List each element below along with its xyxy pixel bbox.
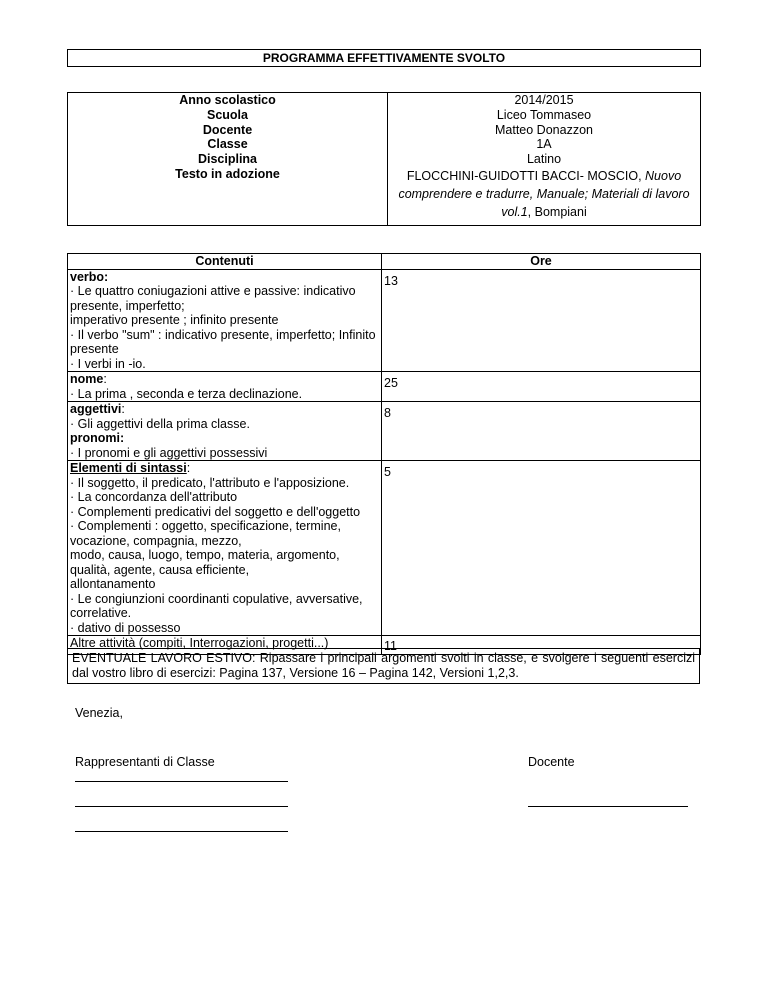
ore-aggettivi: 8 xyxy=(382,402,701,461)
contents-table xyxy=(67,253,701,655)
list-item: · I verbi in -io. xyxy=(70,356,146,371)
signature-line xyxy=(75,806,288,807)
value-docente: Matteo Donazzon xyxy=(495,122,593,137)
value-anno: 2014/2015 xyxy=(514,93,574,107)
rappresentanti-label: Rappresentanti di Classe xyxy=(75,755,215,769)
docente-label: Docente xyxy=(528,755,575,769)
list-item: imperativo presente ; infinito presente xyxy=(70,313,279,327)
list-item: allontanamento xyxy=(70,577,156,591)
info-table xyxy=(67,92,701,226)
info-values-cell xyxy=(388,93,701,226)
value-disciplina: Latino xyxy=(526,152,562,167)
sintassi-title: Elementi di sintassi xyxy=(70,461,187,475)
row-verbo xyxy=(68,269,382,372)
value-testo xyxy=(390,167,698,221)
list-item: · La concordanza dell'attributo xyxy=(70,490,238,504)
list-item: · Gli aggettivi della prima classe. xyxy=(70,416,250,431)
city-date: Venezia, xyxy=(75,706,123,720)
list-item: · I pronomi e gli aggettivi possessivi xyxy=(70,445,268,460)
list-item: · Complementi predicativi del soggetto e dell'oggetto xyxy=(70,504,361,519)
aggettivi-title: aggettivi xyxy=(70,402,122,416)
list-item: · Le quattro coniugazioni attive e passive: indicativo presente, imperfetto; xyxy=(70,284,356,313)
ore-nome: 25 xyxy=(382,372,701,402)
label-disciplina: Disciplina xyxy=(197,152,258,167)
list-item: · Il soggetto, il predicato, l'attributo e l'apposizione. xyxy=(70,475,350,490)
ore-sintassi: 5 xyxy=(382,461,701,636)
list-item: · Il verbo "sum" : indicativo presente, imperfetto; Infinito presente xyxy=(70,327,376,356)
label-docente: Docente xyxy=(202,122,253,137)
verbo-title: verbo: xyxy=(70,269,109,284)
list-item: · La prima , seconda e terza declinazione. xyxy=(70,386,303,401)
testo-publisher: , Bompiani xyxy=(527,204,587,219)
list-item: · dativo di possesso xyxy=(70,620,181,635)
pronomi-title: pronomi: xyxy=(70,431,125,445)
label-classe: Classe xyxy=(207,137,248,152)
label-anno: Anno scolastico xyxy=(179,93,276,107)
summer-work: EVENTUALE LAVORO ESTIVO: Ripassare i principali argomenti svolti in classe, e svolgere i seguenti esercizi dal vostro libro di esercizi: Pagina 137, Versione 16 – Pagina 142, Versioni 1,2,3. xyxy=(67,648,700,684)
signature-line xyxy=(75,781,288,782)
row-nome: nome: · La prima , seconda e terza declinazione. xyxy=(68,372,382,402)
signature-line xyxy=(75,831,288,832)
value-classe: 1A xyxy=(536,137,552,152)
value-scuola: Liceo Tommaseo xyxy=(496,107,592,122)
nome-title: nome xyxy=(70,372,104,386)
page-title: PROGRAMMA EFFETTIVAMENTE SVOLTO xyxy=(67,49,701,67)
row-altre: Altre attività (compiti, Interrogazioni, progetti...) xyxy=(68,636,382,655)
ore-altre: 11 xyxy=(382,636,701,655)
list-item: modo, causa, luogo, tempo, materia, argomento, qualità, agente, causa efficiente, xyxy=(70,548,340,577)
list-item: · Complementi : oggetto, specificazione, termine, vocazione, compagnia, mezzo, xyxy=(70,519,341,548)
testo-title: Nuovo comprendere e tradurre, Manuale; Materiali di lavoro vol.1 xyxy=(398,168,690,219)
row-aggettivi: aggettivi: · Gli aggettivi della prima classe. pronomi: · I pronomi e gli aggettivi possessivi xyxy=(68,402,382,461)
header-contenuti: Contenuti xyxy=(68,254,382,270)
ore-verbo: 13 xyxy=(382,269,701,372)
testo-authors: FLOCCHINI-GUIDOTTI BACCI- MOSCIO, xyxy=(406,168,646,183)
row-sintassi: Elementi di sintassi: · Il soggetto, il predicato, l'attributo e l'apposizione. · La concordanza dell'attributo · Complementi predicativi del soggetto e dell'oggetto · Complementi : oggetto, specificazione, termine, vocazione, compagnia, mezzo, modo, causa, luogo, tempo, materia, argomento, qualità, agente, causa efficiente, allontanamento · Le congiunzioni coordinanti copulative, avversative, correlative. · dativo di possesso xyxy=(68,461,382,636)
label-testo: Testo in adozione xyxy=(175,166,280,181)
docente-signature-line xyxy=(528,806,688,807)
label-scuola: Scuola xyxy=(207,107,248,122)
header-ore: Ore xyxy=(382,254,701,270)
list-item: · Le congiunzioni coordinanti copulative, avversative, correlative. xyxy=(70,591,363,620)
info-labels-cell xyxy=(68,93,388,226)
